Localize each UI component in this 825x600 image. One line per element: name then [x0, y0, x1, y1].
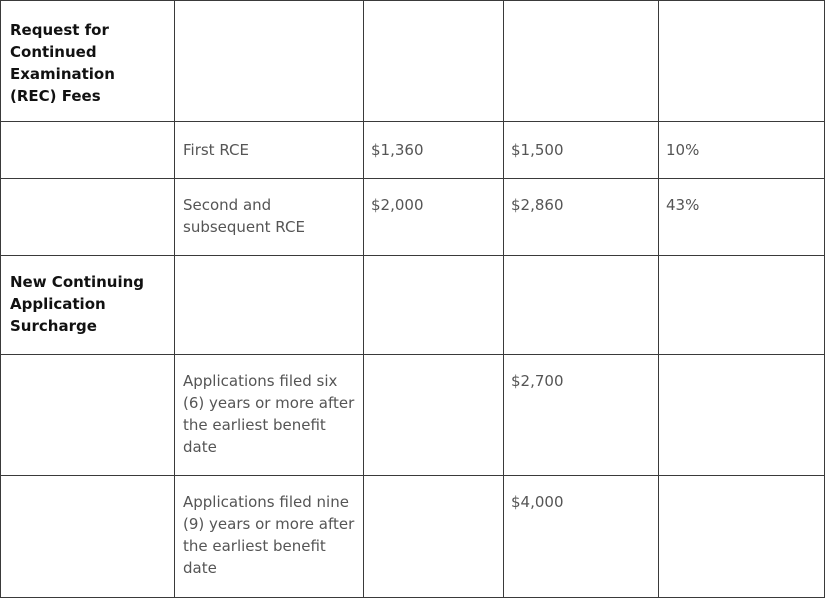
current-fee-cell — [364, 476, 504, 598]
item-cell — [175, 122, 364, 179]
change-cell — [659, 179, 825, 256]
proposed-fee-cell — [504, 122, 659, 179]
proposed-fee — [504, 256, 658, 273]
change-cell — [659, 256, 825, 355]
category-label — [1, 476, 174, 491]
item-cell — [175, 476, 364, 598]
percent-change — [659, 1, 824, 18]
percent-change — [659, 256, 824, 273]
category-cell — [1, 476, 175, 598]
table-row — [1, 355, 825, 476]
table-row — [1, 179, 825, 256]
current-fee — [364, 476, 503, 491]
category-cell — [1, 355, 175, 476]
item-cell — [175, 256, 364, 355]
current-fee — [364, 1, 503, 18]
current-fee-cell — [364, 1, 504, 122]
item-label — [175, 256, 363, 273]
percent-change — [659, 476, 824, 491]
change-cell — [659, 355, 825, 476]
current-fee — [364, 256, 503, 273]
proposed-fee: $2,700 — [511, 372, 564, 390]
category-cell — [1, 122, 175, 179]
table-row — [1, 476, 825, 598]
change-cell — [659, 476, 825, 598]
item-label: Applications filed six (6) years or more after the earliest benefit date — [183, 372, 355, 456]
category-cell — [1, 256, 175, 355]
current-fee — [364, 355, 503, 370]
item-cell — [175, 1, 364, 122]
current-fee-cell — [364, 179, 504, 256]
current-fee: $2,000 — [371, 196, 424, 214]
proposed-fee-cell — [504, 476, 659, 598]
change-cell — [659, 122, 825, 179]
item-label — [175, 1, 363, 18]
current-fee-cell — [364, 355, 504, 476]
item-cell — [175, 355, 364, 476]
table-row — [1, 122, 825, 179]
proposed-fee-cell — [504, 256, 659, 355]
proposed-fee: $1,500 — [511, 141, 564, 159]
category-cell — [1, 1, 175, 122]
item-cell — [175, 179, 364, 256]
category-cell — [1, 179, 175, 256]
change-cell — [659, 1, 825, 122]
category-label: New Continuing Application Surcharge — [10, 273, 145, 335]
item-label: Second and subsequent RCE — [183, 196, 305, 236]
current-fee-cell — [364, 122, 504, 179]
category-label — [1, 355, 174, 370]
category-label — [1, 179, 174, 194]
percent-change — [659, 355, 824, 370]
proposed-fee — [504, 1, 658, 18]
table-row — [1, 1, 825, 122]
proposed-fee-cell — [504, 179, 659, 256]
category-label — [1, 122, 174, 139]
current-fee: $1,360 — [371, 141, 424, 159]
item-label: First RCE — [183, 141, 249, 159]
item-label: Applications filed nine (9) years or more after the earliest benefit date — [183, 493, 355, 577]
proposed-fee: $4,000 — [511, 493, 564, 511]
proposed-fee: $2,860 — [511, 196, 564, 214]
percent-change: 10% — [666, 141, 700, 159]
proposed-fee-cell — [504, 1, 659, 122]
proposed-fee-cell — [504, 355, 659, 476]
percent-change: 43% — [666, 196, 700, 214]
table-row — [1, 256, 825, 355]
category-label: Request for Continued Examination (REC) Fees — [10, 21, 115, 105]
current-fee-cell — [364, 256, 504, 355]
